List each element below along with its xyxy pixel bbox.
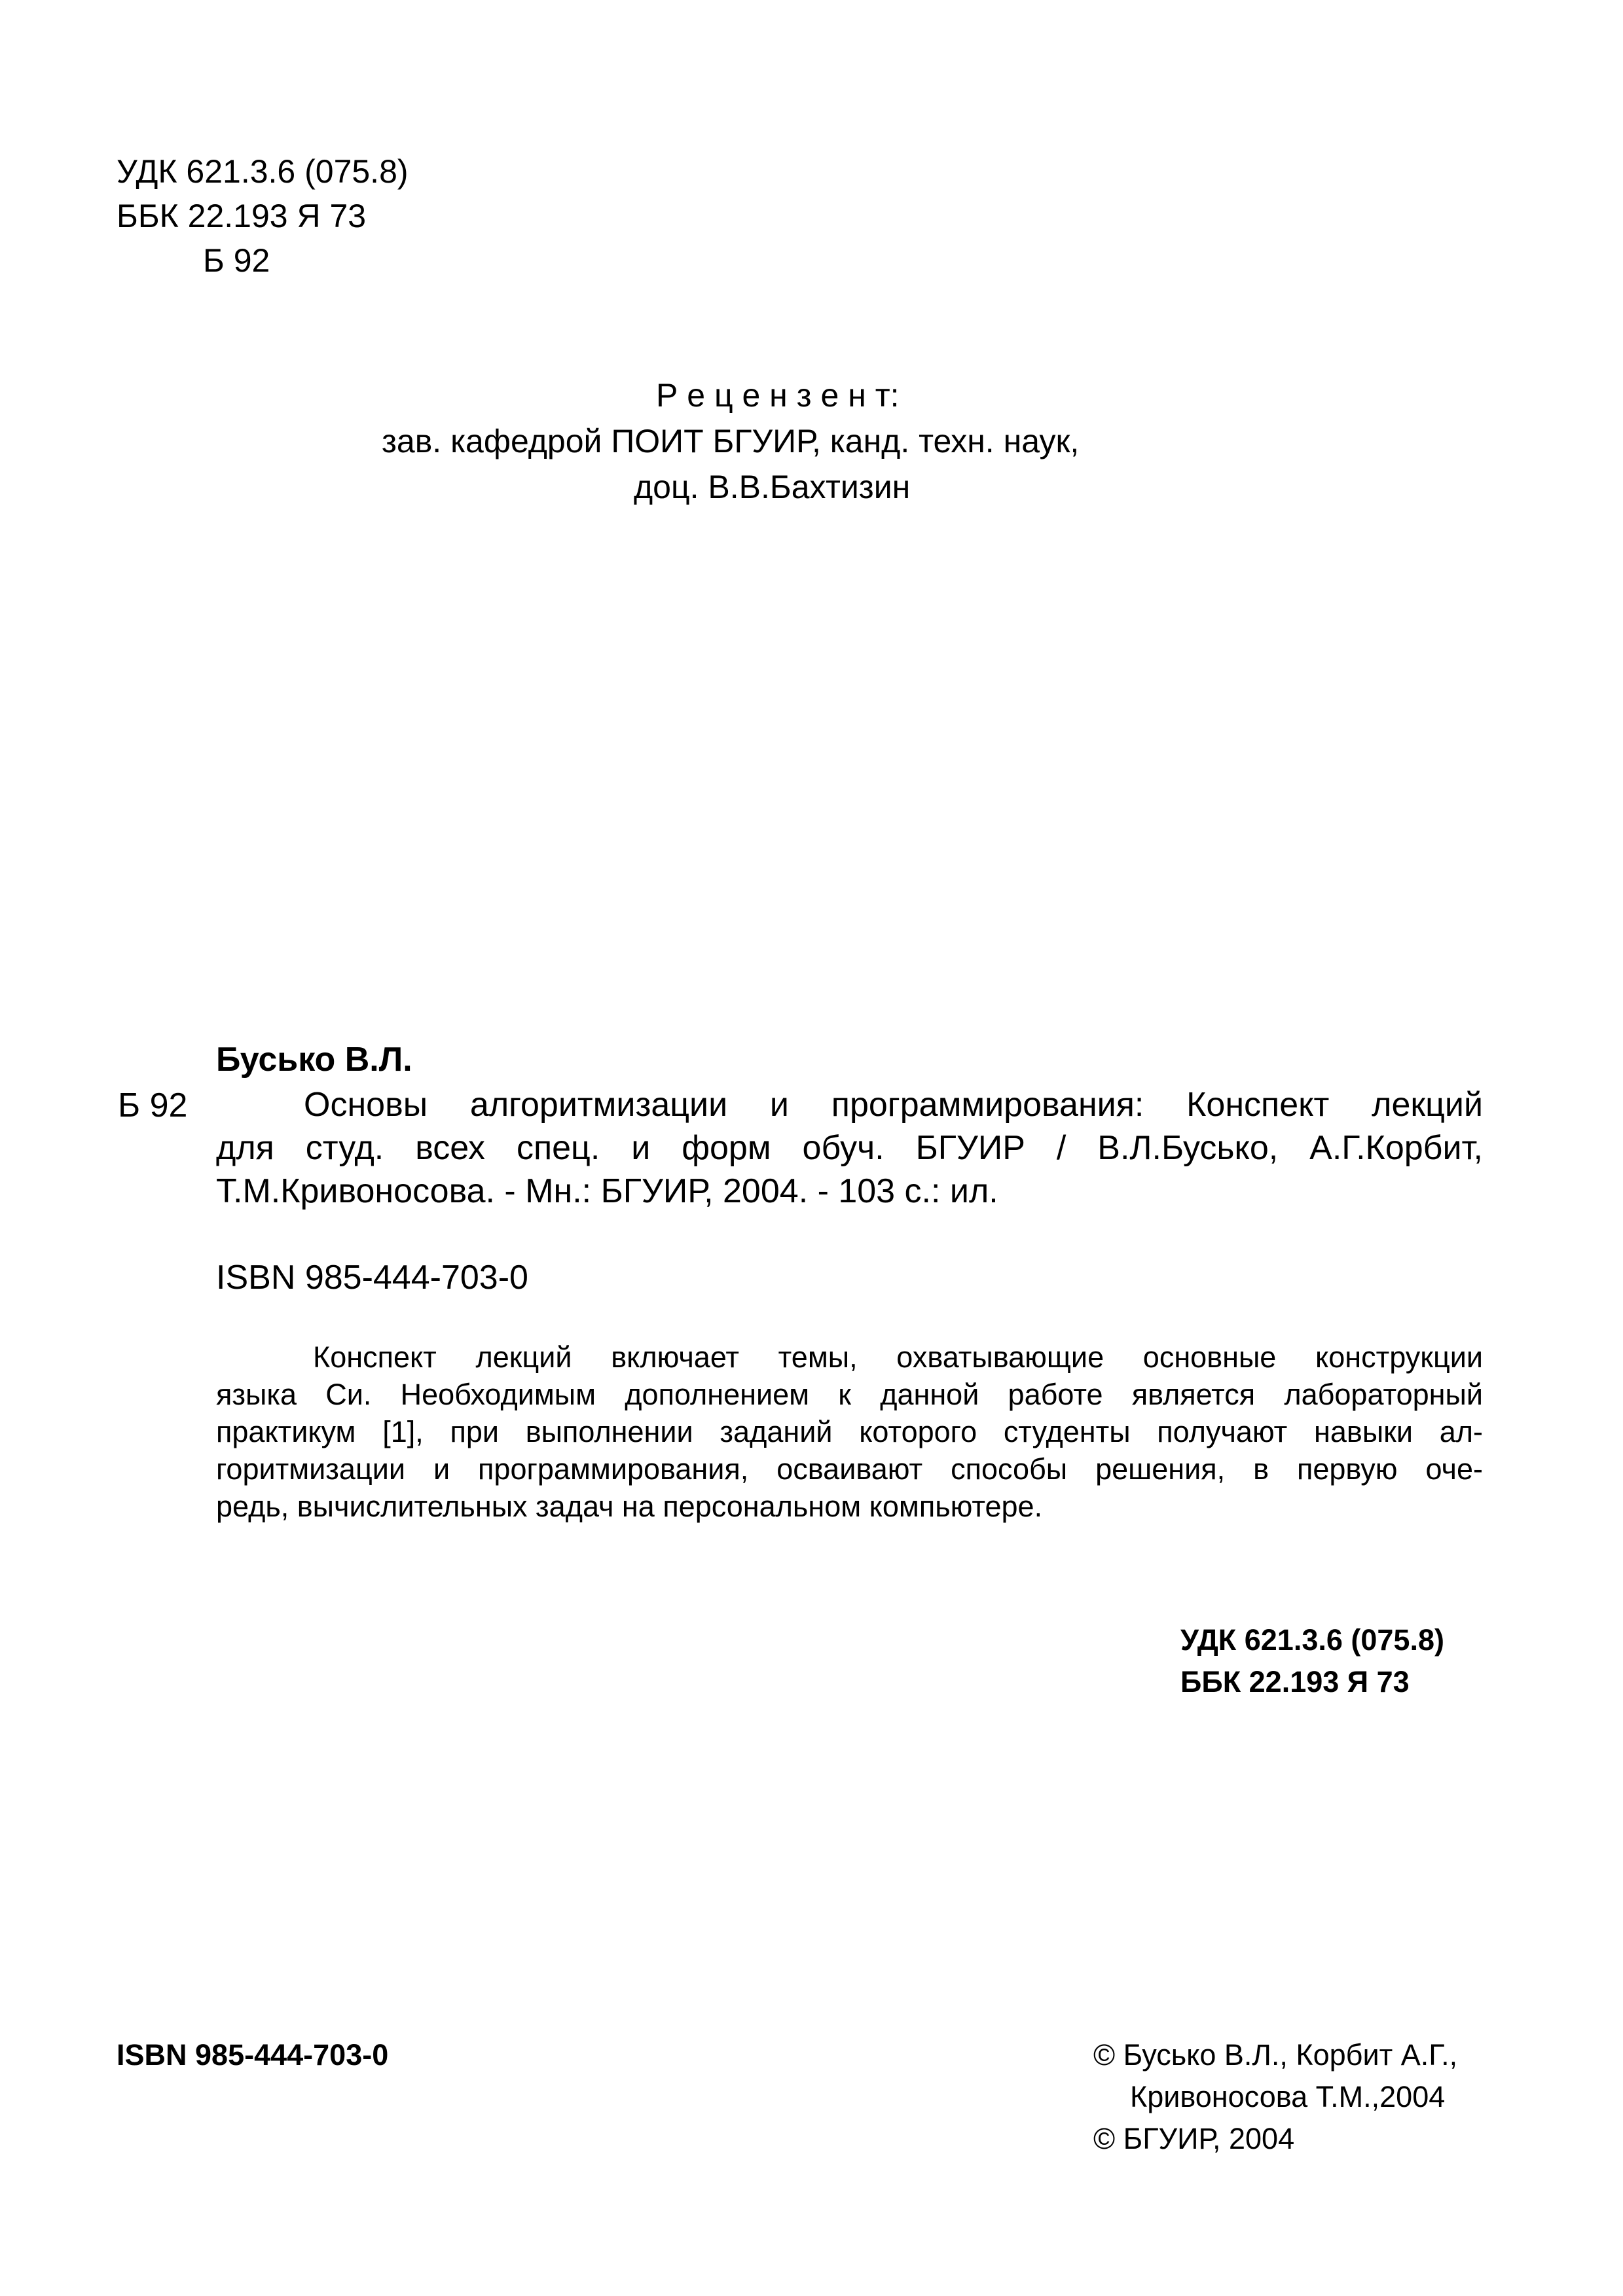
entry-isbn: ISBN 985-444-703-0 bbox=[216, 1259, 528, 1297]
bbk-code: ББК 22.193 Я 73 bbox=[117, 198, 367, 234]
reviewer-heading: Р е ц е н з е н т: bbox=[656, 377, 900, 414]
reviewer-position: зав. кафедрой ПОИТ БГУИР, канд. техн. наук, bbox=[382, 423, 1080, 459]
classification-block bbox=[117, 149, 409, 283]
entry-mark: Б 92 bbox=[118, 1086, 188, 1124]
annotation-line: Конспект лекций включает темы, охватывающие основные конструкции bbox=[313, 1340, 1483, 1374]
udk-code: УДК 621.3.6 (075.8) bbox=[117, 153, 409, 190]
reviewer-name: доц. В.В.Бахтизин bbox=[634, 469, 911, 505]
copyright-authors: © Бусько В.Л., Корбит А.Г., bbox=[1093, 2038, 1458, 2072]
bbk-code-bottom: ББК 22.193 Я 73 bbox=[1180, 1665, 1410, 1698]
annotation-line: горитмизации и программирования, осваивают способы решения, в первую оче- bbox=[216, 1452, 1483, 1486]
entry-description bbox=[216, 1083, 1483, 1213]
annotation-line: практикум [1], при выполнении заданий которого студенты получают навыки ал- bbox=[216, 1415, 1483, 1448]
annotation-line: редь, вычислительных задач на персональном компьютере. bbox=[216, 1490, 1043, 1523]
footer-isbn: ISBN 985-444-703-0 bbox=[117, 2038, 389, 2072]
udk-code-bottom: УДК 621.3.6 (075.8) bbox=[1180, 1623, 1444, 1657]
entry-line-2: для студ. всех спец. и форм обуч. БГУИР / В.Л.Бусько, А.Г.Корбит, bbox=[216, 1129, 1483, 1167]
entry-author: Бусько В.Л. bbox=[216, 1041, 412, 1079]
author-mark: Б 92 bbox=[203, 242, 270, 279]
copyright-authors-cont: Кривоносова Т.М.,2004 bbox=[1130, 2080, 1446, 2113]
entry-line-1: Основы алгоритмизации и программирования: Конспект лекций bbox=[304, 1086, 1483, 1124]
annotation-line: языка Си. Необходимым дополнением к данной работе является лабораторный bbox=[216, 1378, 1483, 1411]
classification-bottom bbox=[1180, 1619, 1444, 1703]
annotation-paragraph bbox=[216, 1338, 1483, 1525]
copyright-publisher: © БГУИР, 2004 bbox=[1093, 2122, 1295, 2155]
copyright-block bbox=[1093, 2034, 1457, 2160]
entry-line-3: Т.М.Кривоносова. - Мн.: БГУИР, 2004. - 103 с.: ил. bbox=[216, 1172, 998, 1210]
